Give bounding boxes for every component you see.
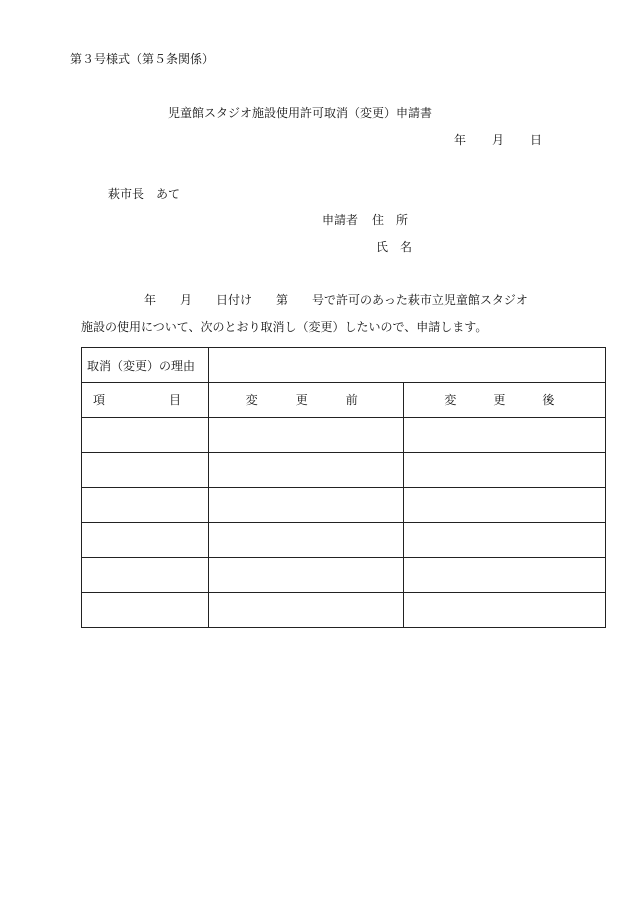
after-cell[interactable] [404, 558, 606, 593]
page-title: 児童館スタジオ施設使用許可取消（変更）申請書 [168, 106, 433, 120]
header-after-char-2: 更 [493, 393, 506, 407]
after-cell[interactable] [404, 418, 606, 453]
header-row [82, 383, 606, 418]
table-row [82, 453, 606, 488]
header-before [208, 383, 404, 418]
item-cell[interactable] [82, 593, 209, 628]
date-day: 日 [530, 133, 543, 147]
header-item [82, 383, 209, 418]
header-after-char-3: 後 [542, 393, 555, 407]
reason-field[interactable] [208, 348, 605, 383]
before-cell[interactable] [208, 488, 404, 523]
before-cell[interactable] [208, 593, 404, 628]
item-cell[interactable] [82, 418, 209, 453]
table-row [82, 523, 606, 558]
after-cell[interactable] [404, 453, 606, 488]
reason-label: 取消（変更）の理由 [82, 348, 209, 383]
table-row [82, 418, 606, 453]
table-row [82, 593, 606, 628]
body-text-line-1: 年 月 日付け 第 号で許可のあった萩市立児童館スタジオ [144, 293, 528, 307]
before-cell[interactable] [208, 453, 404, 488]
date-year: 年 [454, 133, 467, 147]
header-after-char-1: 変 [444, 393, 457, 407]
item-cell[interactable] [82, 453, 209, 488]
after-cell[interactable] [404, 523, 606, 558]
address-label: 住 所 [372, 213, 409, 227]
item-cell[interactable] [82, 523, 209, 558]
applicant-label: 申請者 [322, 213, 359, 227]
item-cell[interactable] [82, 488, 209, 523]
before-cell[interactable] [208, 523, 404, 558]
request-table [81, 347, 606, 628]
header-before-char-2: 更 [295, 393, 308, 407]
addressee: 萩市長 あて [108, 187, 181, 201]
body-text-line-2: 施設の使用について、次のとおり取消し（変更）したいので、申請します。 [81, 320, 488, 334]
before-cell[interactable] [208, 418, 404, 453]
after-cell[interactable] [404, 488, 606, 523]
name-label: 氏 名 [376, 240, 413, 254]
header-before-char-1: 変 [245, 393, 258, 407]
before-cell[interactable] [208, 558, 404, 593]
header-before-char-3: 前 [345, 393, 358, 407]
header-after [404, 383, 606, 418]
after-cell[interactable] [404, 593, 606, 628]
date-month: 月 [492, 133, 505, 147]
header-item-char-1: 項 [93, 393, 106, 407]
entry-rows [82, 418, 606, 628]
table-row [82, 558, 606, 593]
item-cell[interactable] [82, 558, 209, 593]
header-item-char-2: 目 [169, 393, 182, 407]
table-row [82, 488, 606, 523]
form-number: 第３号様式（第５条関係） [70, 52, 215, 66]
reason-row [82, 348, 606, 383]
date-line [454, 134, 542, 146]
